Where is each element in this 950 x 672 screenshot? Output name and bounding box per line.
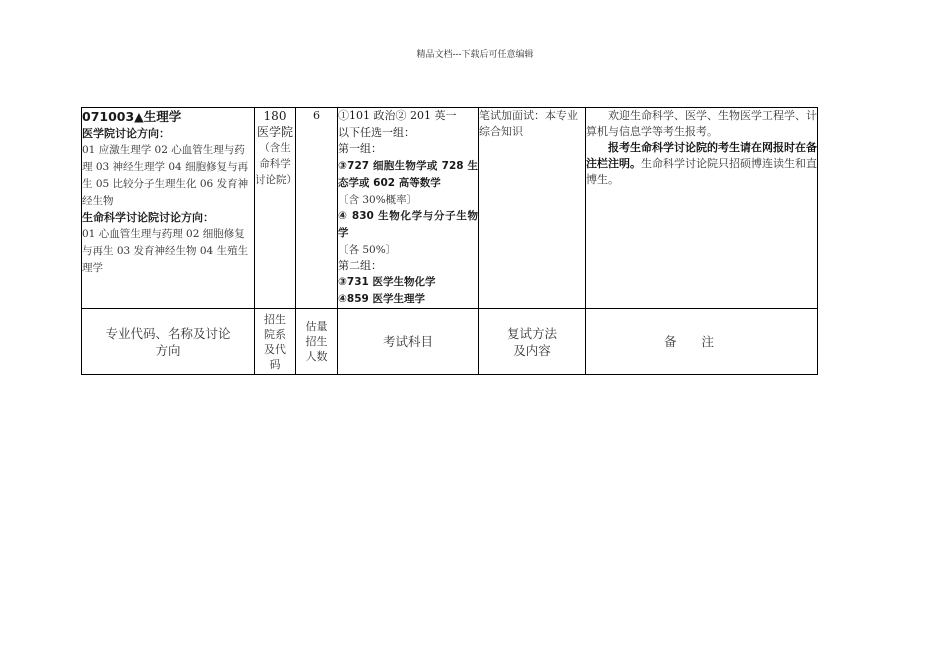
remarks-paragraph: 欢迎生命科学、医学、生物医学工程学、计算机与信息学等考生报考。: [586, 109, 817, 138]
retest-cell: [479, 108, 586, 309]
exam-group1-note2: 〔各 50%〕: [338, 243, 397, 256]
enrollment-cell: [296, 108, 338, 309]
program-row: [82, 108, 818, 309]
direction-group-list: 01 心血管生理与药理 02 细胞修复与再生 03 发育神经生物 04 生殖生理学: [82, 228, 249, 274]
exam-group2-subject3: ③731 医学生物化学: [338, 276, 436, 288]
exam-group1-subject3: ③727 细胞生物学或 728 生态学或 602 高等数学: [338, 159, 478, 189]
direction-group-heading: 医学院讨论方向：: [82, 127, 170, 140]
exam-common-subjects: ①101 政治② 201 英一: [338, 109, 457, 122]
exam-cell: [338, 108, 479, 309]
department-cell: [255, 108, 296, 309]
header-remarks: 备注: [586, 309, 818, 375]
program-table: [81, 107, 818, 375]
header-program: 专业代码、名称及讨论方向: [82, 309, 255, 375]
header-note: 精品文档---下载后可任意编辑: [416, 50, 534, 60]
enrollment-count: 6: [313, 109, 320, 122]
department-note: （含生命科学讨论院）: [255, 142, 297, 186]
remarks-paragraph: [586, 140, 817, 188]
department-name: 医学院: [256, 125, 293, 139]
header-exam: 考试科目: [338, 309, 479, 375]
retest-text: 笔试加面试：本专业综合知识: [479, 109, 578, 138]
exam-group2-subject4: ④859 医学生理学: [338, 293, 425, 305]
header-retest: 复试方法及内容: [479, 309, 586, 375]
exam-group2-label: 第二组：: [338, 258, 382, 272]
remarks-cell: [586, 108, 818, 309]
department-quota: 180: [263, 109, 287, 123]
program-cell: [82, 108, 255, 309]
direction-group-heading: 生命科学讨论院讨论方向：: [82, 211, 214, 224]
program-code-title: 071003▲生理学: [82, 109, 182, 124]
header-department: 招生院系及代码: [255, 309, 296, 375]
remarks-highlight: 报考生命科学讨论院的考生请在网报时在备注栏注明。: [586, 141, 817, 170]
exam-group1-subject4: ④ 830 生物化学与分子生物学: [338, 209, 478, 239]
header-enrollment: 估量招生人数: [296, 309, 338, 375]
exam-group1-label: 第一组：: [338, 142, 382, 155]
column-header-row: [82, 309, 818, 375]
direction-group-list: 01 应激生理学 02 心血管生理与药理 03 神经生理学 04 细胞修复与再生 05 比较分子生理生化 06 发育神经生物: [82, 144, 249, 207]
remarks-text: 生命科学讨论院只招硕博连读生和直博生。: [586, 157, 817, 186]
exam-group1-note: 〔含 30%概率〕: [338, 193, 418, 206]
exam-choice-note: 以下任选一组：: [338, 125, 415, 139]
